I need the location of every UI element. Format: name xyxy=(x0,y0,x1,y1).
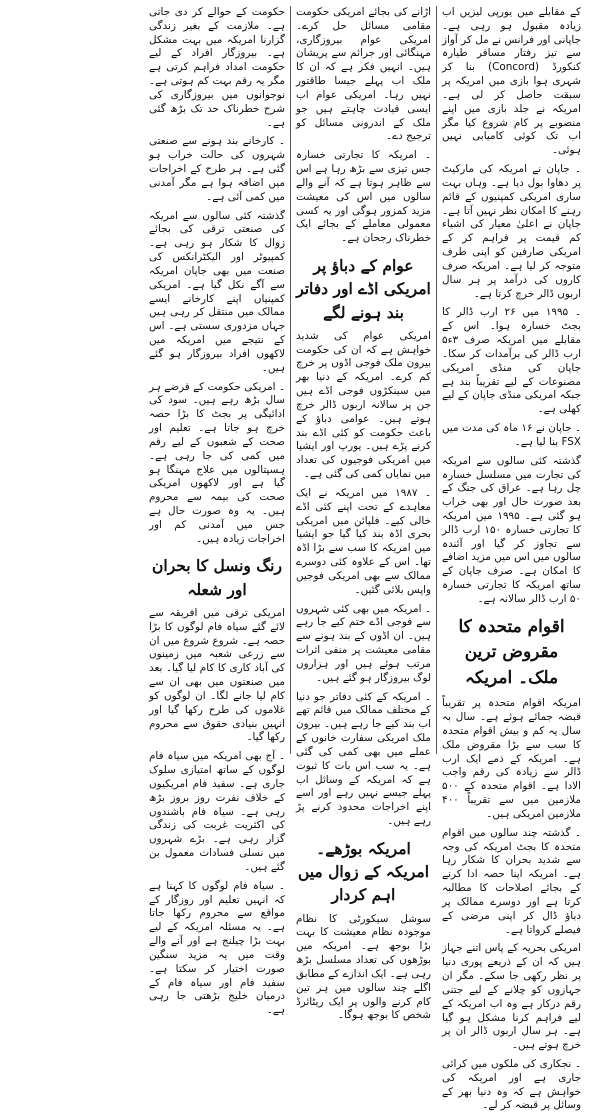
paragraph: ۔ سیاہ فام لوگوں کا کہنا ہے کہ انہیں تعلیم اور روزگار کے مواقع سے محروم رکھا جاتا ہے۔ یہ مسئلہ امریکہ کے لیے بہت بڑا چیلنج ہے اور آنے والے وقت میں یہ مزید سنگین صورت اختیار کر سکتا ہے۔ سفید فام اور سیاہ فام کے درمیان خلیج بڑھتی جا رہی ہے۔ xyxy=(149,879,285,1017)
column-1 xyxy=(436,6,586,1112)
paragraph: ۔ نجکاری کی ملکوں میں کرائی جاری ہے اور امریکہ کی خواہش ہے کہ وہ دنیا بھر کے وسائل پر قبضہ کر لے۔ xyxy=(442,1057,581,1112)
paragraph: امریکی ترقی میں افریقہ سے لائے گئے سیاہ فام لوگوں کا بڑا حصہ ہے۔ شروع شروع میں ان سے زرعی شعبہ میں زمینوں کی آباد کاری کا کام لیا گیا۔ بعد میں صنعتوں میں بھی ان سے کام لیا جانے لگا۔ ان لوگوں کو غلاموں کی طرح رکھا گیا اور انہیں بنیادی حقوق سے محروم رکھا گیا۔ xyxy=(149,606,285,744)
section-headline: اقوام متحدہ کا مقروض ترین ملک۔ امریکہ xyxy=(458,616,565,688)
paragraph: ۔ گذشتہ چند سالوں میں اقوام متحدہ کا بجٹ امریکہ کی وجہ سے شدید بحران کا شکار رہا ہے۔ امریکہ اپنا حصہ ادا کرنے کے بجائے اصلاحات کا مطالبہ کرتا ہے اور دوسرے ممالک پر دباؤ ڈال کر اپنی مرضی کے فیصلے کرواتا ہے۔ xyxy=(442,826,581,936)
section-headline: رنگ ونسل کا بحران اور شعلہ xyxy=(152,556,282,599)
paragraph: ۔ کارخانے بند ہونے سے صنعتی شہروں کی حالت خراب ہو گئی ہے۔ ہر طرح کے اخراجات میں اضافہ ہوا ہے مگر آمدنی میں کمی آئی ہے۔ xyxy=(149,135,285,203)
paragraph: گذشتہ کئی سالوں سے امریکہ کی صنعتی ترقی کی بجائے زوال کا شکار ہو رہی ہے۔ کمپیوٹر اور الیکٹرانکس کی صنعت میں بھی جاپان امریکہ سے آگے نکل گیا ہے۔ امریکی کمپنیاں اپنے کارخانے ایسے ممالک میں منتقل کر رہی ہیں جہاں مزدوری سستی ہے۔ اس کے نتیجے میں امریکہ میں لاکھوں افراد بیروزگار ہو گئے ہیں۔ xyxy=(149,209,285,374)
paragraph: حکومت کے حوالے کر دی جاتی ہے۔ ملازمت کے بغیر زندگی گزارنا امریکہ میں بہت مشکل ہے۔ بیروزگار افراد کے لیے حکومت امداد فراہم کرتی ہے مگر یہ رقم بہت کم ہوتی ہے۔ نوجوانوں میں بیروزگاری کی شرح خطرناک حد تک بڑھ گئی ہے۔ xyxy=(149,6,285,129)
paragraph: ۔ آج بھی امریکہ میں سیاہ فام لوگوں کے ساتھ امتیازی سلوک جاری ہے۔ سفید فام امریکیوں کے خلاف نفرت روز بروز بڑھ رہی ہے۔ سیاہ فام باشندوں کی اکثریت غربت کی زندگی گزار رہی ہے۔ بڑے شہروں میں نسلی فسادات معمول بن گئے ہیں۔ xyxy=(149,750,285,873)
paragraph: ۔ جاپان نے امریکہ کی مارکیٹ پر دھاوا بول دیا ہے۔ وہاں بہت ساری امریکی کمپنیوں کے قائم رہنے کا امکان نظر نہیں آتا ہے۔ جاپان نے اعلیٰ معیار کی اشیاء کم قیمت پر فراہم کر کے امریکی صارفین کو اپنی طرف متوجہ کر لیا ہے۔ امریکہ صرف کاروں کی درآمد پر ہر سال اربوں ڈالر خرچ کرتا ہے۔ xyxy=(442,163,581,300)
paragraph: گذشتہ کئی سالوں سے امریکہ کی تجارت میں مسلسل خسارہ چل رہا ہے۔ عراق کی جنگ کے بعد صورت حال اور بھی خراب ہو گئی ہے۔ ۱۹۹۵ میں امریکہ کا تجارتی خسارہ ۱۵۰ ارب ڈالر سے تجاوز کر گیا اور آئندہ سالوں میں اس میں مزید اضافے کا امکان ہے۔ صرف جاپان کے ساتھ امریکہ کا تجارتی خسارہ ۵۰ ارب ڈالر سالانہ ہے۔ xyxy=(442,454,581,605)
section-headline: امریکہ بوڑھے۔ امریکہ کے زوال میں اہم کردار xyxy=(297,838,430,905)
column-2 xyxy=(290,6,436,1022)
column-3 xyxy=(144,6,290,1017)
paragraph: ۔ امریکی حکومت کے قرضے ہر سال بڑھ رہے ہیں۔ سود کی ادائیگی پر بجٹ کا بڑا حصہ خرچ ہو جاتا ہے۔ تعلیم اور صحت کے شعبوں کے لیے رقم میں کمی کی جا رہی ہے۔ ہسپتالوں میں علاج مہنگا ہو گیا ہے اور لاکھوں امریکی صحت کی بیمہ سے محروم ہیں۔ یہ وہ صورت حال ہے جس میں آمدنی کم اور اخراجات زیادہ ہیں۔ xyxy=(149,380,285,545)
paragraph: ۔ امریکہ کا تجارتی خسارہ جس تیزی سے بڑھ رہا ہے اس سے ظاہر ہوتا ہے کہ آنے والے سالوں میں اس کی معیشت مزید کمزور ہوگی اور یہ کسی معمولی معاملے کے بجائے ایک خطرناک رجحان ہے۔ xyxy=(296,149,431,245)
section-headline: عوام کے دباؤ پر امریکی اڈے اور دفاتر بند ہونے لگے xyxy=(296,256,431,322)
paragraph: ۔ جاپان نے ۱۶ ماہ کی مدت میں FSX بنا لیا ہے۔ xyxy=(442,422,581,448)
paragraph: سوشل سیکورٹی کا نظام موجودہ نظام معیشت کا بہت بڑا بوجھ ہے۔ امریکہ میں بوڑھوں کی تعداد مسلسل بڑھ رہی ہے۔ ایک اندازے کے مطابق اگلے چند سالوں میں ہر تین کام کرنے والوں پر ایک ریٹائرڈ شخص کا بوجھ ہوگا۔ xyxy=(296,912,431,1022)
paragraph: ۔ امریکہ میں بھی کئی شہروں سے فوجی اڈے ختم کیے جا رہے ہیں۔ ان اڈوں کے بند ہونے سے مقامی معیشت پر منفی اثرات مرتب ہوئے ہیں اور ہزاروں لوگ بیروزگار ہو گئے ہیں۔ xyxy=(296,602,431,684)
paragraph: امریکہ اقوام متحدہ پر تقریباً قبضہ جمائے ہوئے ہے۔ سال بہ سال یہ کم و بیش اقوام متحدہ کا سب سے بڑا مقروض ملک ہے۔ امریکہ کے ذمے ایک ارب ڈالر سے زیادہ کی رقم واجب الادا ہے۔ اقوام متحدہ کے ۵۰۰ ملازمین میں سے تقریباً ۴۰۰ ملازمین امریکی ہیں۔ xyxy=(442,697,581,820)
paragraph: امریکی عوام کی شدید خواہش ہے کہ ان کی حکومت بیرون ملک فوجی اڈوں پر خرچ کم کرے۔ امریکہ کے دنیا بھر میں سینکڑوں فوجی اڈے ہیں جن پر سالانہ اربوں ڈالر خرچ ہوتے ہیں۔ عوامی دباؤ کے باعث حکومت کو کئی اڈے بند کرنے پڑے ہیں۔ یورپ اور ایشیا میں امریکی فوجیوں کی تعداد میں نمایاں کمی کی گئی ہے۔ xyxy=(296,329,431,481)
paragraph: اڑانے کی بجائے امریکی حکومت مقامی مسائل حل کرے۔ امریکی عوام بیروزگاری، مہنگائی اور جرائم سے پریشان ہیں۔ انہیں فکر ہے کہ ان کا ملک اب پہلے جیسا طاقتور نہیں رہا۔ امریکی عوام اب ایسی قیادت چاہتے ہیں جو ملک کے اندرونی مسائل کو ترجیح دے۔ xyxy=(296,6,431,143)
paragraph: ۔ امریکہ کے کئی دفاتر جو دنیا کے مختلف ممالک میں قائم تھے اب بند کیے جا رہے ہیں۔ بیرون ملک امریکی سفارت خانوں کے عملے میں بھی کمی کی گئی ہے۔ یہ سب اس بات کا ثبوت ہے کہ امریکہ کے وسائل اب پہلے جیسے نہیں رہے اور اسے اپنے اخراجات محدود کرنے پڑ رہے ہیں۔ xyxy=(296,690,431,827)
paragraph: ۔ ۱۹۸۷ میں امریکہ نے ایک معاہدے کے تحت اپنے کئی اڈے خالی کیے۔ فلپائن میں امریکی بحری اڈہ بند کیا گیا جو ایشیا میں امریکہ کا سب سے بڑا اڈہ تھا۔ اس کے علاوہ کئی دوسرے ممالک سے بھی امریکی فوجیں واپس بلائی گئیں۔ xyxy=(296,486,431,596)
paragraph: کے مقابلے میں یورپی لیزیں اب زیادہ مقبول ہو رہی ہے۔ جاپانی اور فرانس نے مل کر آواز سے تیز رفتار مسافر طیارہ کنکورڈ (Concord) بنا کر شہری ہوا بازی میں امریکہ پر سبقت حاصل کر لی ہے۔ امریکہ نے جلد بازی میں اپنے منصوبے پر کام شروع کیا مگر اب تک کوئی کامیابی نہیں ہوئی۔ xyxy=(442,6,581,157)
paragraph: امریکی بحریہ کے پاس اتنے جہاز ہیں کہ ان کے ذریعے پوری دنیا پر نظر رکھی جا سکے۔ مگر ان جہازوں کو چلانے کے لیے جتنی رقم درکار ہے وہ اب امریکہ کے لیے فراہم کرنا مشکل ہو گیا ہے۔ ہر سال اربوں ڈالر ان پر خرچ ہوتے ہیں۔ xyxy=(442,942,581,1052)
paragraph: ۔ ۱۹۹۵ میں ۲۶ ارب ڈالر کا بجٹ خسارہ ہوا۔ اس کے مقابلے میں امریکہ صرف ۳ء۵ ارب ڈالر کی برآمدات کر سکا۔ جاپان کی منڈی امریکی مصنوعات کے لیے تقریباً بند ہے جبکہ امریکی منڈی جاپان کے لیے کھلی ہے۔ xyxy=(442,306,581,416)
